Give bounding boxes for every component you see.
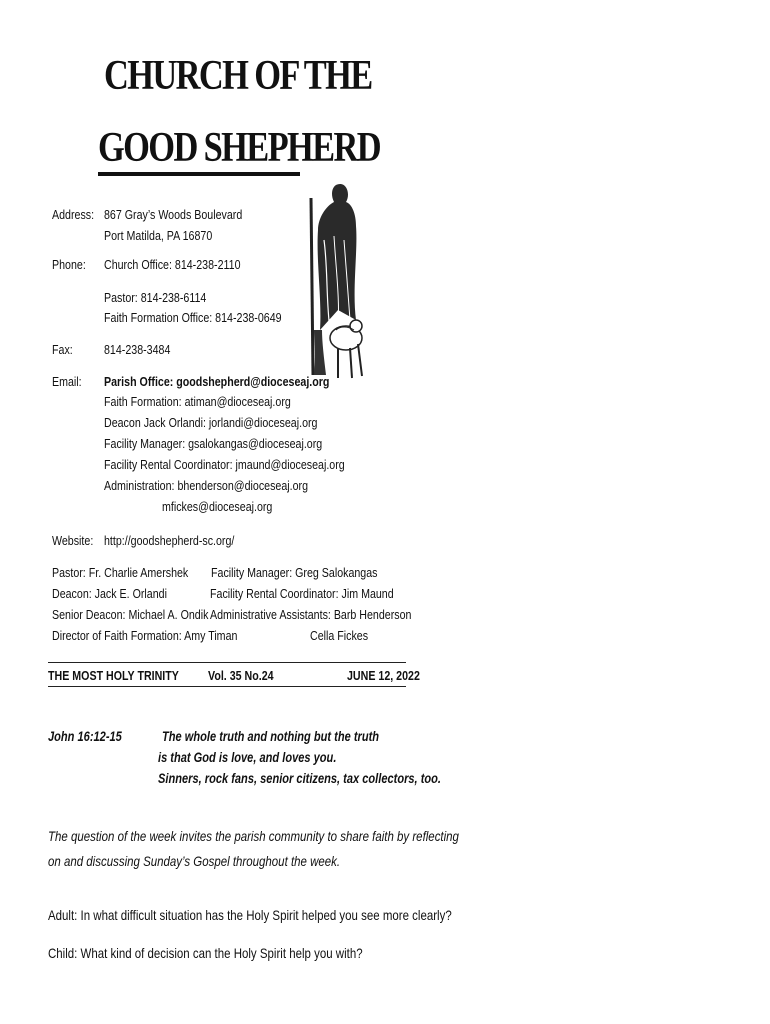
phone-church-office: Church Office: 814-238-2110 <box>104 257 241 272</box>
shepherd-icon <box>300 180 372 382</box>
email-administration-2[interactable]: mfickes@dioceseaj.org <box>162 499 273 514</box>
staff-facility-manager: Facility Manager: Greg Salokangas <box>211 565 378 580</box>
child-question: Child: What kind of decision can the Holy Spirit help you with? <box>48 945 363 961</box>
address-label: Address: <box>52 207 95 222</box>
website-link[interactable]: http://goodshepherd-sc.org/ <box>104 533 235 548</box>
quote-line3: Sinners, rock fans, senior citizens, tax collectors, too. <box>158 771 441 786</box>
quote-line2: is that God is love, and loves you. <box>158 750 337 765</box>
phone-faith-formation: Faith Formation Office: 814-238-0649 <box>104 310 282 325</box>
staff-pastor: Pastor: Fr. Charlie Amershek <box>52 565 189 580</box>
question-intro-line1: The question of the week invites the parish community to share faith by reflecting <box>48 828 459 844</box>
email-parish-office[interactable]: Parish Office: goodshepherd@dioceseaj.org <box>104 374 330 389</box>
email-deacon[interactable]: Deacon Jack Orlandi: jorlandi@dioceseaj.org <box>104 415 318 430</box>
fax-label: Fax: <box>52 342 73 357</box>
staff-admin-assistant-2: Cella Fickes <box>310 628 369 643</box>
church-title-line2: GOOD SHEPHERD <box>98 125 380 171</box>
gospel-reference: John 16:12-15 <box>48 729 122 744</box>
staff-rental-coordinator: Facility Rental Coordinator: Jim Maund <box>210 586 394 601</box>
staff-admin-assistants: Administrative Assistants: Barb Henderson <box>210 607 412 622</box>
issue-underline <box>48 686 406 687</box>
issue-date: JUNE 12, 2022 <box>347 668 420 683</box>
feast-title: THE MOST HOLY TRINITY <box>48 668 179 683</box>
question-intro-line2: on and discussing Sunday’s Gospel throughout the week. <box>48 853 341 869</box>
divider-rule <box>48 662 406 663</box>
email-rental-coordinator[interactable]: Facility Rental Coordinator: jmaund@dioceseaj.org <box>104 457 345 472</box>
quote-line1: The whole truth and nothing but the truth <box>162 729 380 744</box>
email-label: Email: <box>52 374 82 389</box>
title-underline <box>98 172 300 176</box>
website-label: Website: <box>52 533 94 548</box>
good-shepherd-illustration <box>300 180 372 382</box>
phone-pastor: Pastor: 814-238-6114 <box>104 290 207 305</box>
email-faith-formation[interactable]: Faith Formation: atiman@dioceseaj.org <box>104 394 291 409</box>
email-facility-manager[interactable]: Facility Manager: gsalokangas@dioceseaj.org <box>104 436 323 451</box>
address-line1: 867 Gray’s Woods Boulevard <box>104 207 243 222</box>
adult-question: Adult: In what difficult situation has the Holy Spirit helped you see more clearly? <box>48 907 452 923</box>
volume-number: Vol. 35 No.24 <box>208 668 274 683</box>
address-line2: Port Matilda, PA 16870 <box>104 228 213 243</box>
staff-faith-director: Director of Faith Formation: Amy Timan <box>52 628 238 643</box>
phone-label: Phone: <box>52 257 86 272</box>
staff-deacon: Deacon: Jack E. Orlandi <box>52 586 167 601</box>
email-administration[interactable]: Administration: bhenderson@dioceseaj.org <box>104 478 309 493</box>
church-title-line1: CHURCH OF THE <box>104 53 372 99</box>
fax-number: 814-238-3484 <box>104 342 171 357</box>
staff-senior-deacon: Senior Deacon: Michael A. Ondik <box>52 607 209 622</box>
